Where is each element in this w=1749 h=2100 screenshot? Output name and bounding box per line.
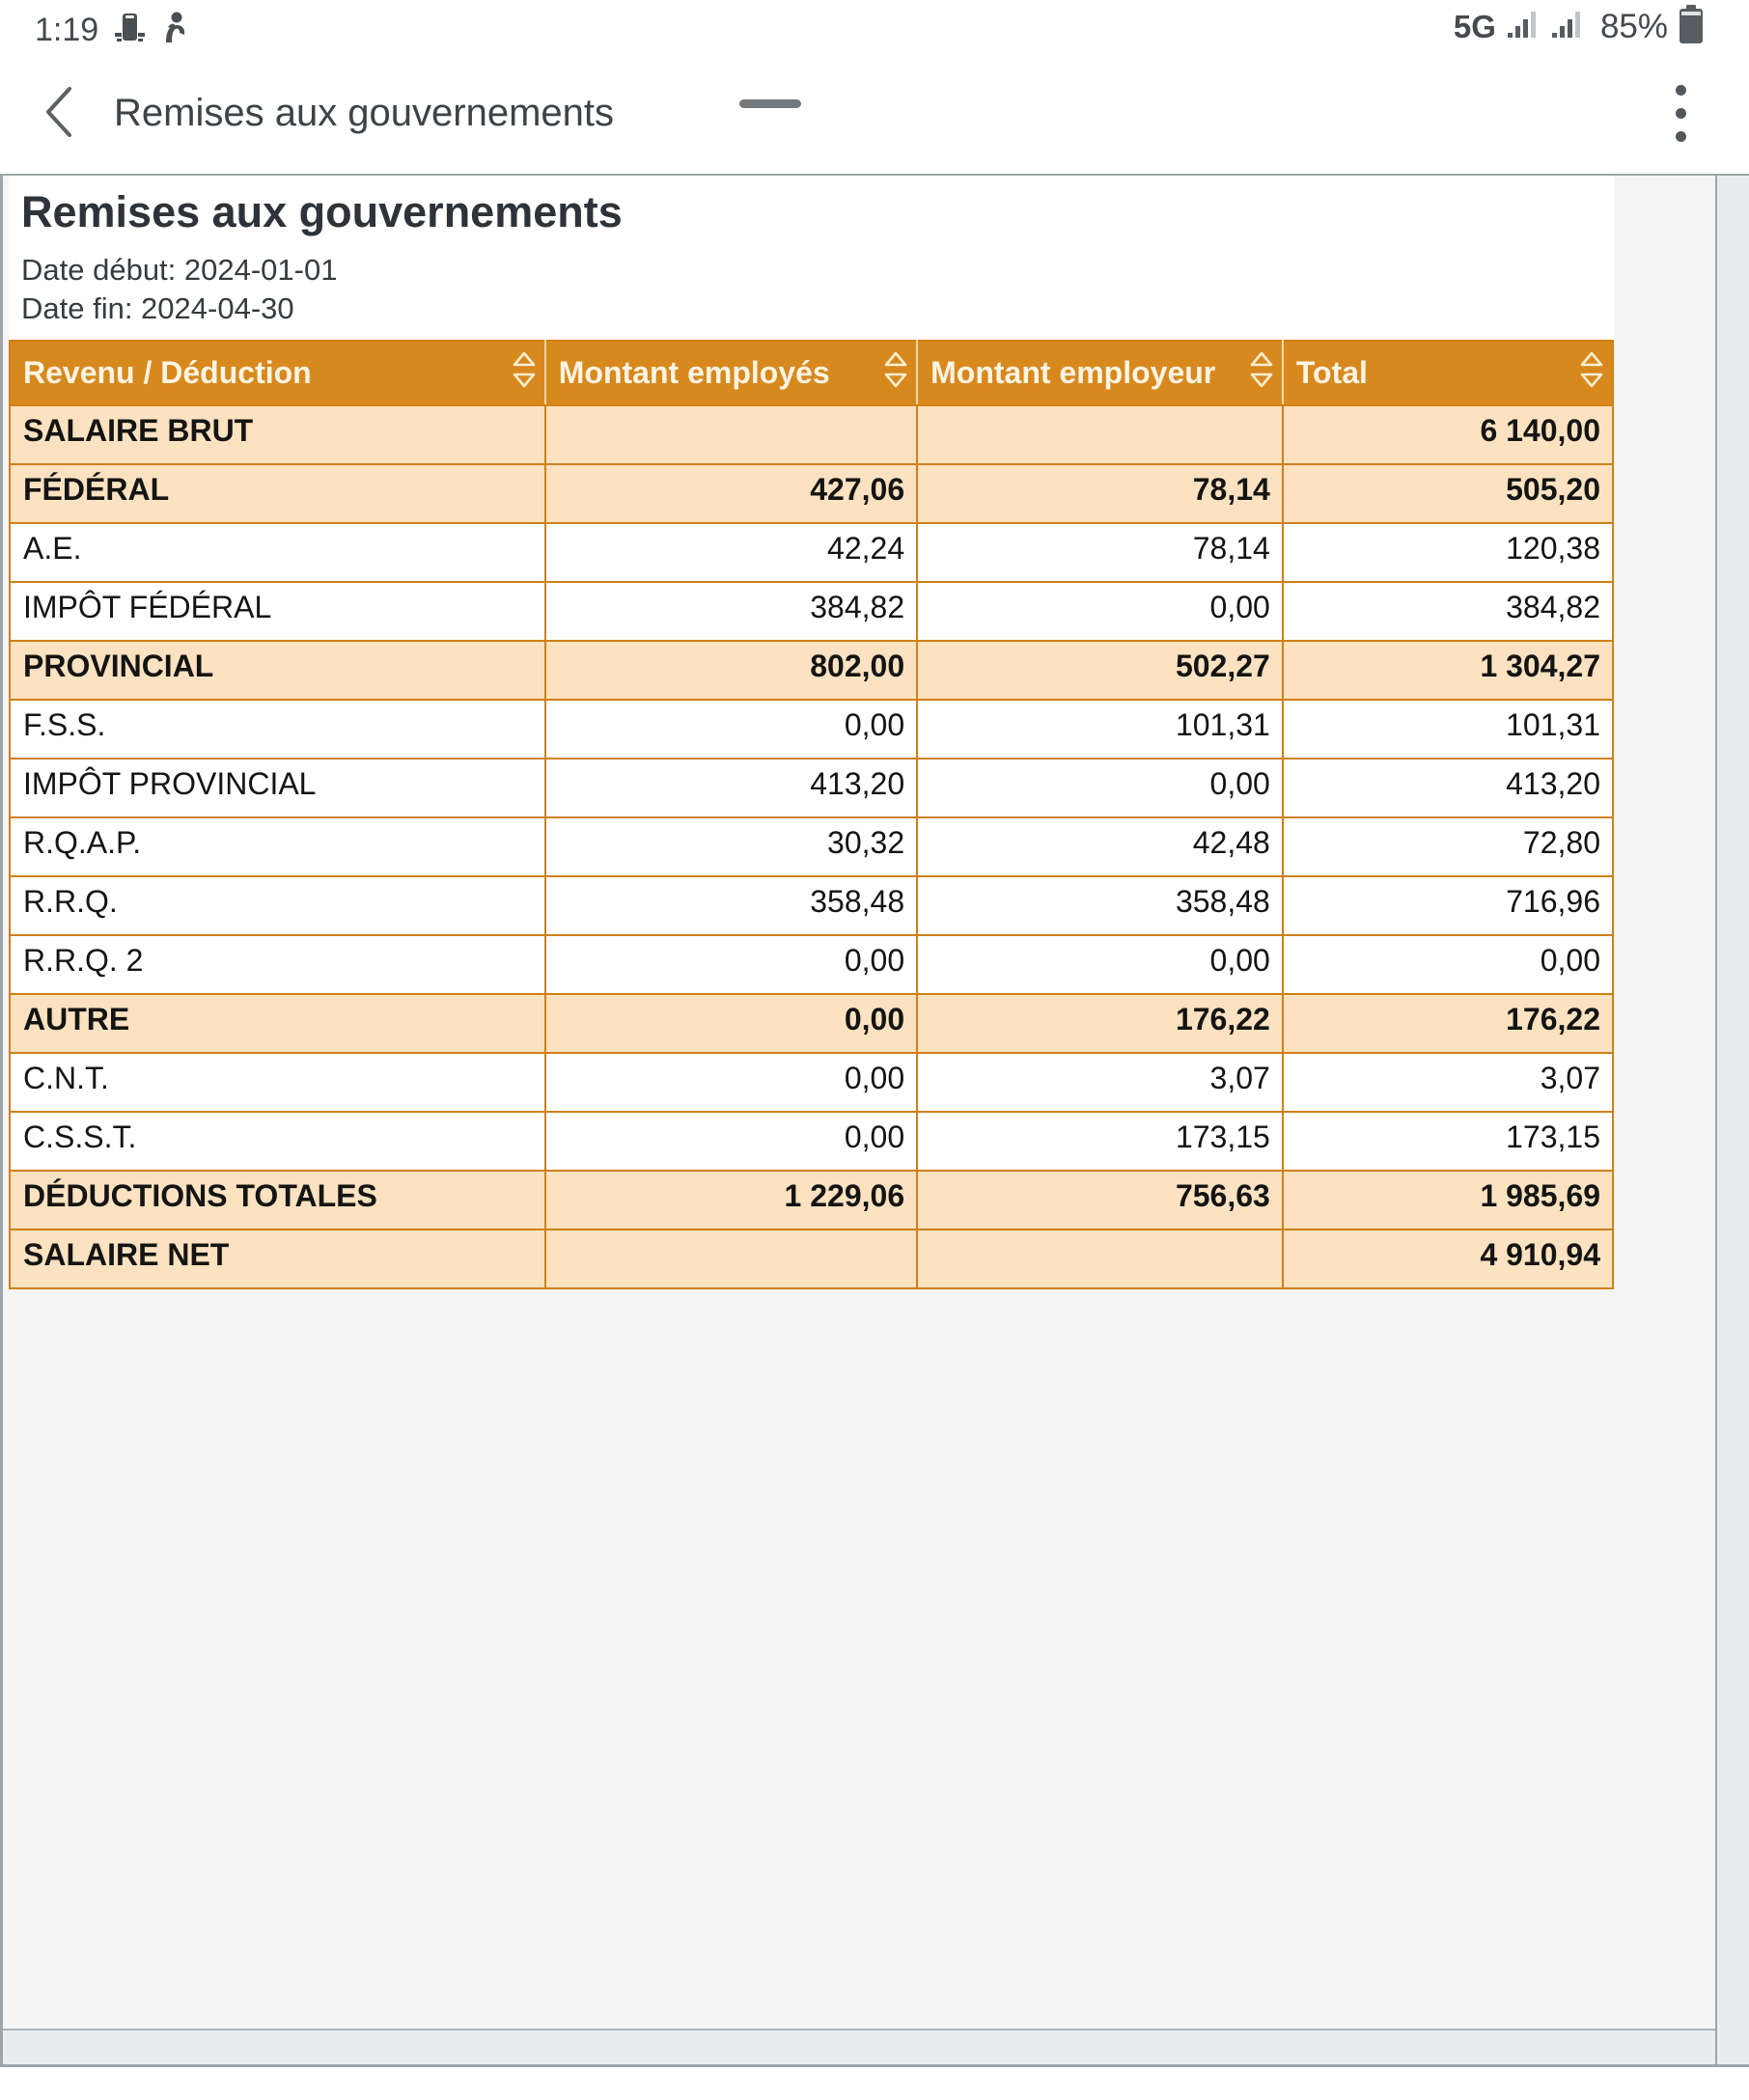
report-heading: Remises aux gouvernements xyxy=(21,187,623,236)
cell-montant-employes: 42,24 xyxy=(545,523,917,582)
column-header-montant-employeur[interactable]: Montant employeur xyxy=(917,341,1283,405)
row-label: SALAIRE BRUT xyxy=(10,405,545,464)
app-bar xyxy=(0,53,1749,174)
row-label: C.S.S.T. xyxy=(10,1112,545,1171)
row-label: R.R.Q. 2 xyxy=(10,935,545,994)
cell-montant-employeur: 176,22 xyxy=(917,994,1283,1053)
cell-montant-employeur: 78,14 xyxy=(917,523,1283,582)
cell-montant-employeur: 101,31 xyxy=(917,700,1283,759)
cell-montant-employeur: 173,15 xyxy=(917,1112,1283,1171)
cell-total: 72,80 xyxy=(1283,817,1613,876)
sort-icon xyxy=(1579,350,1604,397)
cell-total: 6 140,00 xyxy=(1283,405,1613,464)
table-row xyxy=(10,641,1613,700)
row-label: R.Q.A.P. xyxy=(10,817,545,876)
cell-montant-employes xyxy=(545,1230,917,1288)
cell-total: 413,20 xyxy=(1283,759,1613,817)
cell-montant-employes: 384,82 xyxy=(545,582,917,641)
remittance-table xyxy=(9,340,1614,1289)
battery-icon xyxy=(1678,4,1705,49)
cell-montant-employes: 0,00 xyxy=(545,994,917,1053)
phone-dock-icon xyxy=(112,12,147,49)
horizontal-scrollbar-track[interactable] xyxy=(3,2029,1715,2064)
row-label: R.R.Q. xyxy=(10,876,545,935)
cell-montant-employes: 0,00 xyxy=(545,1112,917,1171)
date-end-label: Date fin: 2024-04-30 xyxy=(21,291,294,325)
report-scroll-area xyxy=(3,176,1715,2029)
table-body xyxy=(10,405,1613,1288)
cell-montant-employeur: 756,63 xyxy=(917,1171,1283,1230)
table-row xyxy=(10,582,1613,641)
cell-montant-employeur: 0,00 xyxy=(917,582,1283,641)
cell-montant-employeur: 78,14 xyxy=(917,464,1283,523)
row-label: C.N.T. xyxy=(10,1053,545,1112)
cell-total: 505,20 xyxy=(1283,464,1613,523)
report-date-range xyxy=(21,251,1614,328)
row-label: PROVINCIAL xyxy=(10,641,545,700)
cell-montant-employes xyxy=(545,405,917,464)
table-row xyxy=(10,1112,1613,1171)
network-type-label: 5G xyxy=(1453,8,1496,44)
cell-total: 4 910,94 xyxy=(1283,1230,1613,1288)
row-label: DÉDUCTIONS TOTALES xyxy=(10,1171,545,1230)
row-label: AUTRE xyxy=(10,994,545,1053)
sort-icon xyxy=(883,350,908,397)
signal-strength-icon-sim2 xyxy=(1550,8,1585,45)
cell-total: 173,15 xyxy=(1283,1112,1613,1171)
report-card xyxy=(9,176,1614,1289)
cell-montant-employes: 0,00 xyxy=(545,1053,917,1112)
table-row xyxy=(10,1053,1613,1112)
row-label: FÉDÉRAL xyxy=(10,464,545,523)
cell-montant-employes: 358,48 xyxy=(545,876,917,935)
row-label: F.S.S. xyxy=(10,700,545,759)
table-row xyxy=(10,817,1613,876)
status-bar-right xyxy=(1454,4,1705,49)
row-label: SALAIRE NET xyxy=(10,1230,545,1288)
more-options-icon xyxy=(1676,85,1686,96)
cell-montant-employeur xyxy=(917,1230,1283,1288)
row-label: A.E. xyxy=(10,523,545,582)
report-panel xyxy=(0,174,1749,2067)
window-drag-handle-icon[interactable] xyxy=(739,99,801,108)
row-label: IMPÔT PROVINCIAL xyxy=(10,759,545,817)
table-row xyxy=(10,1230,1613,1288)
row-label: IMPÔT FÉDÉRAL xyxy=(10,582,545,641)
cell-montant-employes: 0,00 xyxy=(545,935,917,994)
cell-total: 101,31 xyxy=(1283,700,1613,759)
back-icon xyxy=(41,83,75,144)
person-activity-icon xyxy=(160,12,189,49)
sort-icon xyxy=(512,350,537,397)
table-row xyxy=(10,464,1613,523)
cell-montant-employeur: 42,48 xyxy=(917,817,1283,876)
cell-total: 0,00 xyxy=(1283,935,1613,994)
table-row xyxy=(10,405,1613,464)
date-start-label: Date début: 2024-01-01 xyxy=(21,253,338,287)
cell-montant-employes: 0,00 xyxy=(545,700,917,759)
back-button[interactable] xyxy=(29,85,87,143)
app-bar-title: Remises aux gouvernements xyxy=(114,92,615,134)
cell-montant-employeur: 0,00 xyxy=(917,759,1283,817)
more-options-button[interactable] xyxy=(1654,83,1707,145)
table-header-row xyxy=(10,341,1613,405)
cell-montant-employes: 427,06 xyxy=(545,464,917,523)
cell-total: 176,22 xyxy=(1283,994,1613,1053)
status-bar-left xyxy=(35,12,189,49)
sort-icon xyxy=(1249,350,1274,397)
cell-montant-employes: 802,00 xyxy=(545,641,917,700)
cell-montant-employes: 413,20 xyxy=(545,759,917,817)
cell-total: 1 304,27 xyxy=(1283,641,1613,700)
cell-total: 120,38 xyxy=(1283,523,1613,582)
cell-montant-employeur: 3,07 xyxy=(917,1053,1283,1112)
cell-total: 384,82 xyxy=(1283,582,1613,641)
column-header-montant-employes[interactable]: Montant employés xyxy=(545,341,917,405)
table-row xyxy=(10,1171,1613,1230)
table-row xyxy=(10,700,1613,759)
signal-strength-icon-sim1 xyxy=(1506,8,1541,45)
cell-montant-employes: 30,32 xyxy=(545,817,917,876)
table-row xyxy=(10,759,1613,817)
column-header-total[interactable]: Total xyxy=(1283,341,1613,405)
battery-percent-label: 85% xyxy=(1599,7,1668,45)
status-bar xyxy=(0,0,1749,53)
cell-montant-employeur: 358,48 xyxy=(917,876,1283,935)
table-row xyxy=(10,876,1613,935)
vertical-scrollbar-track[interactable] xyxy=(1715,176,1749,2064)
table-row xyxy=(10,994,1613,1053)
table-row xyxy=(10,935,1613,994)
cell-total: 716,96 xyxy=(1283,876,1613,935)
table-row xyxy=(10,523,1613,582)
cell-montant-employeur: 502,27 xyxy=(917,641,1283,700)
cell-total: 1 985,69 xyxy=(1283,1171,1613,1230)
cell-montant-employes: 1 229,06 xyxy=(545,1171,917,1230)
column-header-revenu-deduction[interactable]: Revenu / Déduction xyxy=(10,341,545,405)
cell-montant-employeur: 0,00 xyxy=(917,935,1283,994)
cell-total: 3,07 xyxy=(1283,1053,1613,1112)
cell-montant-employeur xyxy=(917,405,1283,464)
clock: 1:19 xyxy=(35,12,99,48)
